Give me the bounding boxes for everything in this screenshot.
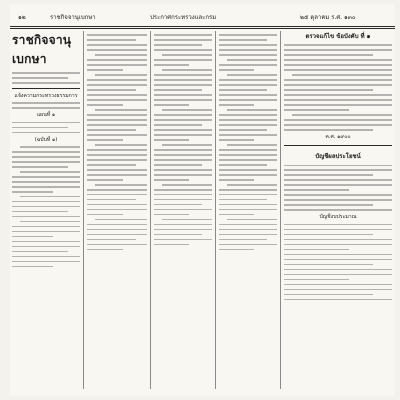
- text-line: [284, 249, 349, 251]
- text-line: [87, 124, 147, 126]
- notice-subtitle: แจ้งความกระทรวงธรรมการ: [14, 92, 78, 99]
- column5-tail: ค.ศ. ๑๙๐๐: [325, 134, 351, 141]
- text-line: [219, 94, 277, 96]
- text-line: [162, 144, 212, 146]
- text-line: [284, 109, 349, 111]
- text-line: [154, 104, 189, 106]
- gazette-page: [10, 4, 395, 396]
- text-line: [154, 234, 202, 236]
- text-line: [284, 94, 392, 96]
- text-line: [87, 169, 147, 171]
- text-line: [162, 184, 212, 186]
- table-title: บัญชีผลประโยชน์: [315, 153, 361, 161]
- text-line: [154, 59, 212, 61]
- text-line: [154, 214, 189, 216]
- text-line: [219, 229, 277, 231]
- text-line: [284, 294, 373, 296]
- text-line: [284, 184, 392, 186]
- text-line: [12, 231, 80, 233]
- text-line: [219, 139, 254, 141]
- column-separator: [215, 31, 216, 389]
- text-line: [12, 261, 80, 263]
- text-line: [87, 104, 123, 106]
- text-line: [87, 249, 123, 251]
- text-line: [154, 174, 212, 176]
- text-line: [12, 166, 68, 168]
- table-subheading: บัญชีงบประมาณ: [319, 214, 357, 221]
- column-2: [87, 31, 147, 391]
- text-line: [227, 219, 277, 221]
- text-line: [227, 59, 277, 61]
- text-line: [219, 174, 277, 176]
- text-line: [219, 64, 277, 66]
- text-line: [12, 72, 80, 74]
- column-5: [284, 31, 392, 391]
- text-line: [219, 249, 254, 251]
- text-line: [87, 94, 147, 96]
- text-line: [284, 269, 392, 271]
- text-line: [12, 161, 80, 163]
- column-separator: [150, 31, 151, 389]
- text-line: [154, 119, 212, 121]
- text-line: [284, 274, 392, 276]
- header-rule-2: [10, 28, 395, 29]
- text-line: [227, 184, 277, 186]
- text-line: [12, 132, 80, 134]
- text-line: [12, 226, 80, 228]
- text-line: [87, 114, 147, 116]
- text-line: [284, 194, 392, 196]
- text-line: [12, 246, 80, 248]
- text-line: [292, 74, 392, 76]
- text-line: [284, 169, 392, 171]
- text-line: [154, 189, 212, 191]
- text-line: [284, 299, 392, 301]
- header-date: ๒๕ ตุลาคม ร.ศ. ๑๓๐: [300, 14, 356, 21]
- text-line: [154, 179, 189, 181]
- text-line: [219, 114, 277, 116]
- text-line: [219, 159, 277, 161]
- text-line: [284, 204, 373, 206]
- text-line: [284, 209, 392, 211]
- text-line: [284, 224, 392, 226]
- text-line: [87, 194, 147, 196]
- text-line: [219, 179, 254, 181]
- text-line: [95, 144, 147, 146]
- text-line: [219, 209, 277, 211]
- text-line: [87, 154, 147, 156]
- column-1: [12, 31, 80, 391]
- text-line: [95, 184, 147, 186]
- text-line: [162, 109, 212, 111]
- text-line: [284, 89, 373, 91]
- header-rule: [10, 26, 395, 27]
- text-line: [227, 74, 277, 76]
- column-separator: [280, 31, 281, 389]
- page-number: ๑๒: [18, 14, 26, 21]
- text-line: [12, 127, 68, 129]
- note: (ฉบับที่ ๑): [34, 136, 58, 143]
- text-line: [12, 201, 80, 203]
- text-line: [154, 194, 212, 196]
- text-line: [219, 44, 277, 46]
- text-line: [219, 99, 277, 101]
- text-line: [87, 204, 147, 206]
- text-line: [154, 169, 212, 171]
- text-line: [12, 256, 80, 258]
- text-line: [12, 107, 80, 109]
- text-line: [12, 206, 80, 208]
- divider: [284, 145, 392, 146]
- text-line: [219, 84, 277, 86]
- text-line: [154, 154, 212, 156]
- text-line: [87, 164, 136, 166]
- text-line: [219, 129, 267, 131]
- text-line: [12, 216, 80, 218]
- text-line: [154, 124, 202, 126]
- text-line: [219, 154, 277, 156]
- text-line: [284, 279, 349, 281]
- text-line: [154, 44, 202, 46]
- section-title-right: ตรวจแก้ไข ข้อบังคับ ที่ ๑: [305, 33, 371, 40]
- text-line: [87, 69, 123, 71]
- text-line: [12, 156, 80, 158]
- text-line: [219, 34, 277, 36]
- text-line: [219, 124, 277, 126]
- text-line: [87, 199, 136, 201]
- column-4: [219, 31, 277, 391]
- text-line: [162, 54, 212, 56]
- text-line: [219, 214, 254, 216]
- text-line: [219, 239, 267, 241]
- text-line: [87, 59, 147, 61]
- text-line: [12, 211, 68, 213]
- text-line: [284, 54, 373, 56]
- text-line: [227, 109, 277, 111]
- text-line: [12, 266, 53, 268]
- column-3: [154, 31, 212, 391]
- text-line: [219, 134, 277, 136]
- text-line: [154, 79, 212, 81]
- text-line: [284, 84, 392, 86]
- text-line: [219, 199, 267, 201]
- text-line: [284, 99, 392, 101]
- text-line: [12, 236, 53, 238]
- text-line: [12, 102, 80, 104]
- text-line: [87, 64, 147, 66]
- text-line: [284, 44, 392, 46]
- text-line: [87, 214, 123, 216]
- text-line: [284, 69, 392, 71]
- text-line: [284, 104, 392, 106]
- text-line: [87, 159, 147, 161]
- text-line: [292, 114, 392, 116]
- text-line: [87, 149, 147, 151]
- text-line: [154, 149, 212, 151]
- text-line: [284, 229, 392, 231]
- text-line: [87, 139, 123, 141]
- text-line: [87, 34, 147, 36]
- text-line: [219, 244, 277, 246]
- text-line: [154, 134, 212, 136]
- text-line: [284, 124, 392, 126]
- text-line: [87, 99, 147, 101]
- text-line: [154, 139, 189, 141]
- text-line: [154, 164, 202, 166]
- text-line: [219, 189, 277, 191]
- text-line: [87, 189, 147, 191]
- text-line: [87, 89, 136, 91]
- gazette-title: ราชกิจจานุเบกษา: [50, 14, 96, 21]
- text-line: [95, 74, 147, 76]
- text-line: [154, 129, 212, 131]
- text-line: [87, 209, 147, 211]
- text-line: [20, 171, 80, 173]
- text-line: [284, 254, 392, 256]
- text-line: [219, 119, 277, 121]
- text-line: [87, 49, 147, 51]
- text-line: [154, 159, 212, 161]
- masthead: ราชกิจจานุเบกษา: [12, 33, 72, 66]
- text-line: [162, 219, 212, 221]
- text-line: [12, 186, 80, 188]
- text-line: [95, 54, 147, 56]
- text-line: [284, 189, 349, 191]
- text-line: [12, 176, 80, 178]
- text-line: [227, 144, 277, 146]
- page-header: [10, 4, 395, 24]
- text-line: [219, 69, 254, 71]
- text-line: [219, 164, 267, 166]
- text-line: [219, 149, 277, 151]
- text-line: [284, 284, 392, 286]
- text-line: [87, 134, 147, 136]
- text-line: [219, 234, 277, 236]
- text-line: [87, 84, 147, 86]
- text-line: [284, 174, 373, 176]
- text-line: [284, 49, 392, 51]
- text-line: [219, 194, 277, 196]
- text-line: [20, 196, 80, 198]
- section-title: ประกาศกระทรวงและกรม: [150, 14, 217, 21]
- text-line: [284, 59, 392, 61]
- text-line: [219, 169, 277, 171]
- text-line: [154, 89, 202, 91]
- text-line: [20, 221, 80, 223]
- issue-label: แผนที่ ๑: [36, 112, 56, 119]
- text-line: [87, 224, 147, 226]
- text-line: [154, 34, 212, 36]
- text-line: [284, 289, 392, 291]
- text-line: [87, 44, 147, 46]
- text-line: [87, 174, 147, 176]
- text-line: [154, 84, 212, 86]
- text-line: [12, 77, 68, 79]
- text-line: [12, 151, 80, 153]
- text-line: [12, 251, 68, 253]
- text-line: [284, 64, 392, 66]
- text-line: [12, 241, 80, 243]
- text-line: [284, 239, 392, 241]
- text-line: [87, 129, 136, 131]
- text-line: [154, 74, 212, 76]
- text-line: [12, 122, 80, 124]
- text-line: [87, 239, 136, 241]
- text-line: [154, 229, 212, 231]
- text-line: [154, 209, 212, 211]
- text-line: [219, 89, 267, 91]
- text-line: [162, 69, 212, 71]
- text-line: [154, 239, 212, 241]
- text-line: [219, 79, 277, 81]
- text-line: [154, 224, 212, 226]
- text-line: [154, 204, 202, 206]
- text-line: [284, 129, 373, 131]
- text-line: [284, 234, 373, 236]
- text-line: [12, 82, 80, 84]
- divider: [12, 88, 80, 89]
- text-line: [284, 79, 392, 81]
- text-line: [95, 219, 147, 221]
- text-line: [219, 54, 277, 56]
- text-line: [284, 199, 392, 201]
- text-line: [219, 49, 277, 51]
- text-line: [284, 179, 392, 181]
- text-line: [219, 204, 277, 206]
- text-line: [95, 109, 147, 111]
- text-line: [219, 39, 267, 41]
- text-line: [219, 104, 254, 106]
- text-line: [87, 39, 136, 41]
- text-line: [284, 119, 392, 121]
- text-line: [87, 244, 147, 246]
- text-line: [87, 119, 147, 121]
- text-line: [12, 191, 53, 193]
- text-line: [284, 165, 392, 167]
- text-line: [154, 244, 189, 246]
- text-line: [284, 244, 392, 246]
- text-line: [284, 259, 392, 261]
- text-line: [87, 234, 147, 236]
- text-line: [154, 99, 212, 101]
- text-line: [154, 114, 212, 116]
- text-line: [154, 199, 212, 201]
- text-line: [154, 64, 189, 66]
- column-separator: [83, 31, 84, 389]
- text-line: [284, 264, 373, 266]
- text-line: [20, 146, 80, 148]
- text-line: [219, 224, 277, 226]
- text-line: [87, 79, 147, 81]
- text-line: [154, 49, 212, 51]
- text-line: [154, 94, 212, 96]
- text-line: [87, 179, 123, 181]
- text-line: [12, 181, 80, 183]
- text-line: [87, 229, 147, 231]
- text-line: [154, 39, 212, 41]
